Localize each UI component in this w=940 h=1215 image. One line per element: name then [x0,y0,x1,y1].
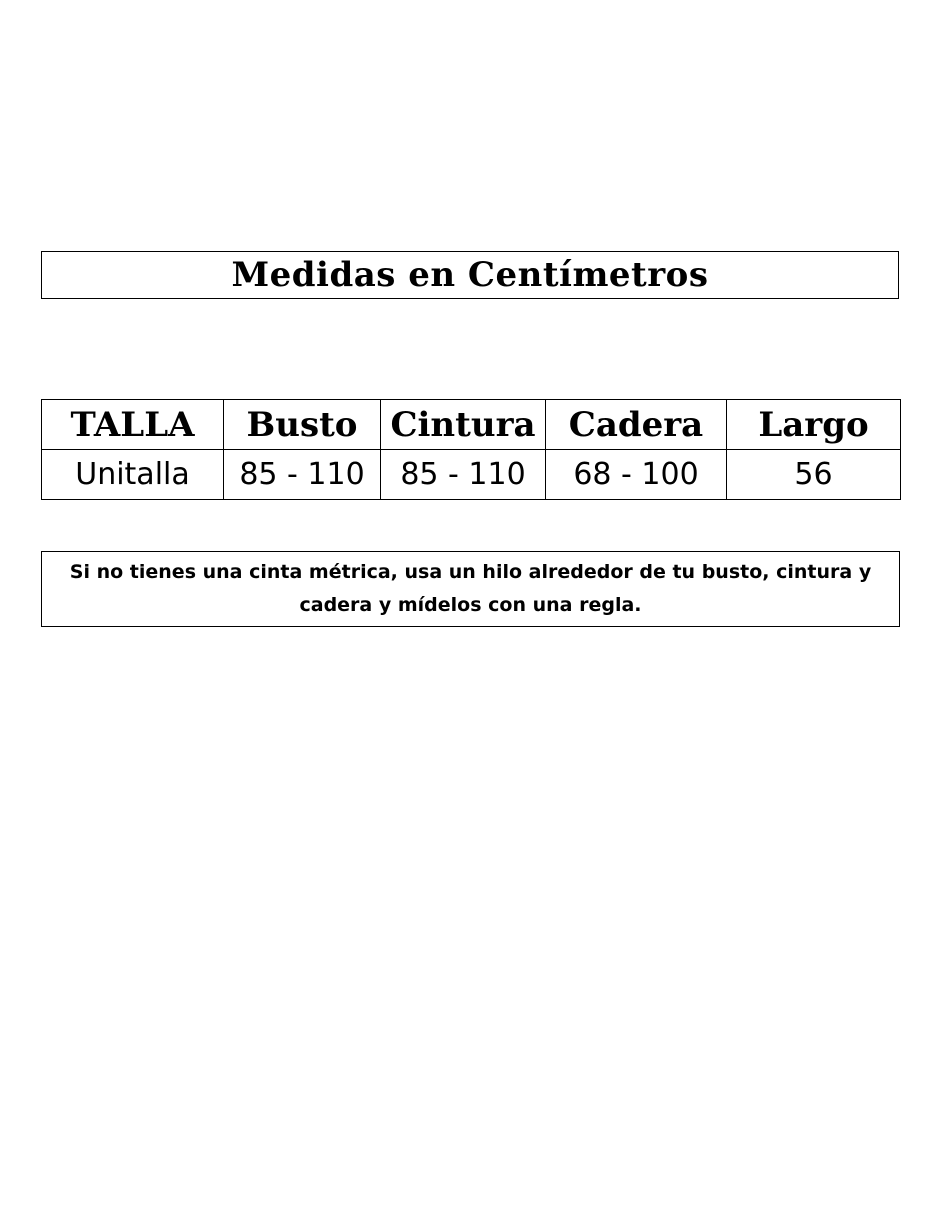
size-table [41,399,901,500]
cell-talla: Unitalla [42,450,224,500]
header-talla: TALLA [42,400,224,450]
page-title: Medidas en Centímetros [231,255,709,295]
header-cintura: Cintura [381,400,546,450]
cell-cintura: 85 - 110 [381,450,546,500]
measuring-note: Si no tienes una cinta métrica, usa un hilo alrededor de tu busto, cintura y cadera y mídelos con una regla. [69,561,872,616]
cell-largo: 56 [727,450,901,500]
table-header-row [42,400,901,450]
cell-cadera: 68 - 100 [546,450,727,500]
title-box [41,251,899,299]
cell-busto: 85 - 110 [224,450,381,500]
note-box [41,551,900,627]
header-cadera: Cadera [546,400,727,450]
header-largo: Largo [727,400,901,450]
table-row [42,450,901,500]
header-busto: Busto [224,400,381,450]
